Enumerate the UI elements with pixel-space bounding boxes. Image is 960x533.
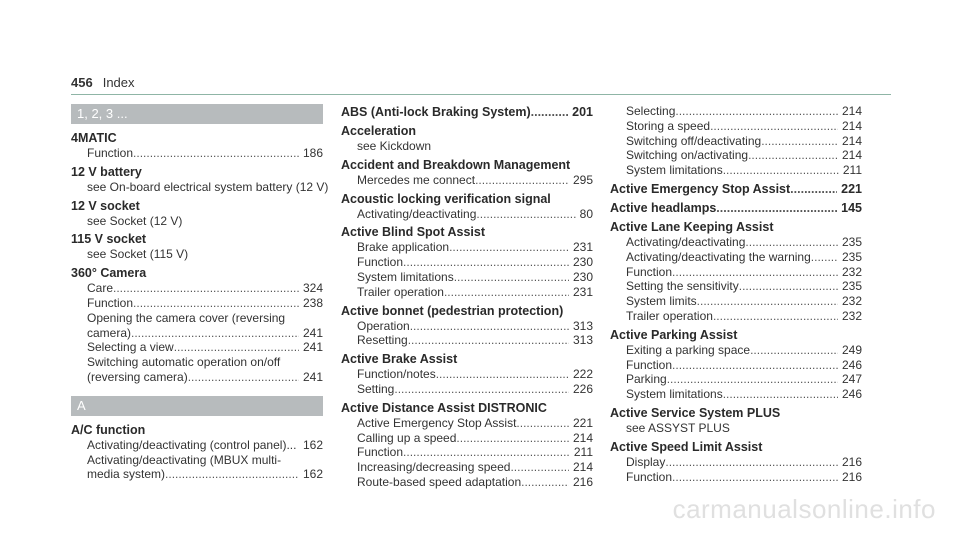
leader-dots xyxy=(133,146,299,161)
page-ref[interactable]: 232 xyxy=(841,264,862,279)
entry-title-text: Accident and Breakdown Management xyxy=(341,157,571,172)
page-ref[interactable]: 145 xyxy=(841,200,862,215)
entry-subitems xyxy=(610,455,862,485)
entry-subitems xyxy=(71,438,323,482)
leader-dots xyxy=(165,467,299,482)
page-ref[interactable]: 249 xyxy=(841,342,862,357)
index-line xyxy=(87,296,323,311)
entry-title-text: 115 V socket xyxy=(71,232,147,247)
entry-title[interactable] xyxy=(341,104,593,120)
page-header xyxy=(71,75,135,90)
leader-dots xyxy=(403,255,569,270)
entry-title xyxy=(71,422,323,438)
page-ref[interactable]: 214 xyxy=(841,133,862,148)
entry-title xyxy=(71,265,323,281)
entry-subitems xyxy=(71,247,323,262)
entry-title xyxy=(341,303,593,319)
index-text: Function xyxy=(626,469,673,484)
index-line xyxy=(357,333,593,348)
entry-title[interactable] xyxy=(610,200,862,216)
index-entry xyxy=(610,181,862,197)
page-ref[interactable]: 241 xyxy=(302,340,323,355)
watermark: carmanualsonline.info xyxy=(672,494,936,524)
entry-title xyxy=(341,123,593,139)
index-line xyxy=(87,311,323,326)
page-ref[interactable]: 222 xyxy=(572,367,593,382)
index-text: see Socket (115 V) xyxy=(87,247,189,262)
entry-title xyxy=(610,405,862,421)
index-entry xyxy=(341,191,593,222)
entry-subitems xyxy=(71,179,329,195)
index-text: see Kickdown xyxy=(357,139,432,153)
index-text: Storing a speed xyxy=(626,118,711,133)
index-line xyxy=(87,340,323,355)
index-line xyxy=(357,431,593,446)
index-line xyxy=(87,467,323,482)
index-text: Route-based speed adaptation xyxy=(357,474,522,489)
entry-title xyxy=(71,231,323,247)
index-line xyxy=(357,255,593,270)
entry-title-text: 12 V socket xyxy=(71,198,140,213)
leader-dots xyxy=(403,445,570,460)
header-rule xyxy=(71,94,891,95)
entry-title-text: Active Blind Spot Assist xyxy=(341,225,486,240)
page-ref[interactable]: 231 xyxy=(572,284,593,299)
index-text: Resetting xyxy=(357,333,408,348)
index-line xyxy=(87,247,323,262)
page-ref[interactable]: 221 xyxy=(841,181,862,196)
entry-title xyxy=(341,351,593,367)
index-line xyxy=(626,104,862,119)
index-text: camera) xyxy=(87,325,132,340)
leader-dots xyxy=(739,279,838,294)
page-ref[interactable]: 235 xyxy=(841,279,862,294)
index-text: System limitations xyxy=(626,163,723,178)
index-line xyxy=(357,445,593,460)
entry-title-text: Active headlamps xyxy=(610,200,717,215)
index-line xyxy=(626,235,862,250)
index-entry xyxy=(71,198,323,229)
index-line xyxy=(357,416,593,431)
index-line xyxy=(626,387,862,402)
index-line xyxy=(357,367,593,382)
leader-dots xyxy=(510,460,569,475)
entry-subitems xyxy=(341,319,593,349)
index-text: Function xyxy=(87,295,134,310)
index-text: Increasing/decreasing speed xyxy=(357,460,511,475)
leader-dots xyxy=(516,416,569,431)
page-ref[interactable]: 313 xyxy=(572,333,593,348)
index-entry xyxy=(341,400,593,490)
page-ref[interactable]: 214 xyxy=(572,460,593,475)
index-entry xyxy=(610,219,862,324)
leader-dots xyxy=(710,119,838,134)
index-line xyxy=(626,455,862,470)
index-line xyxy=(626,250,862,265)
index-line xyxy=(357,319,593,334)
page-ref[interactable]: 221 xyxy=(572,415,593,430)
entry-title-text: Active Lane Keeping Assist xyxy=(610,219,774,234)
index-entry xyxy=(71,422,323,482)
entry-title-text: Acoustic locking verification signal xyxy=(341,191,551,206)
index-text: (reversing camera) xyxy=(87,369,188,384)
index-line xyxy=(626,309,862,324)
entry-title xyxy=(71,198,323,214)
leader-dots xyxy=(113,281,299,296)
index-text: Care xyxy=(87,281,114,296)
page-ref[interactable]: 232 xyxy=(841,294,862,309)
entry-subitems xyxy=(341,173,593,188)
index-line xyxy=(357,285,593,300)
index-text: Brake application xyxy=(357,240,450,255)
entry-title-text: Active Speed Limit Assist xyxy=(610,439,763,454)
index-entry xyxy=(71,164,329,195)
section-header: 1, 2, 3 ... xyxy=(71,104,323,124)
index-line xyxy=(626,163,862,178)
leader-dots xyxy=(750,343,838,358)
index-text: Activating/deactivating xyxy=(626,234,746,249)
leader-dots xyxy=(436,367,569,382)
leader-dots xyxy=(790,181,837,197)
index-text: Function xyxy=(357,445,404,460)
index-line xyxy=(357,139,593,154)
index-text: Display xyxy=(626,454,666,469)
index-entry xyxy=(71,231,323,262)
index-entry xyxy=(341,104,593,120)
index-text: Trailer operation xyxy=(626,308,713,323)
index-text: System limits xyxy=(626,294,697,309)
page-ref[interactable]: 186 xyxy=(302,146,323,160)
index-text: see On-board electrical system battery (12 V) xyxy=(87,179,329,194)
leader-dots xyxy=(713,309,838,324)
section-header: A xyxy=(71,396,323,416)
page-ref[interactable]: 295 xyxy=(572,172,593,187)
entry-subitems xyxy=(341,416,593,490)
page-ref[interactable]: 201 xyxy=(572,105,593,119)
index-text: Setting the sensitivity xyxy=(626,279,739,294)
entry-subitems xyxy=(71,281,323,385)
index-line xyxy=(357,207,593,222)
page-ref[interactable]: 231 xyxy=(572,240,593,255)
entry-subitems xyxy=(341,367,593,397)
page-ref[interactable]: 214 xyxy=(841,118,862,133)
leader-dots xyxy=(475,173,569,188)
index-entry xyxy=(610,200,862,216)
index-text: Mercedes me connect xyxy=(357,172,476,187)
entry-title xyxy=(341,400,593,416)
leader-dots xyxy=(723,163,839,178)
entry-subitems xyxy=(610,343,862,402)
index-entry xyxy=(341,303,593,349)
page-ref[interactable]: 324 xyxy=(302,281,323,296)
index-line xyxy=(357,382,593,397)
page-title: Index xyxy=(102,75,135,90)
index-entry xyxy=(71,265,323,385)
leader-dots xyxy=(745,235,838,250)
leader-dots xyxy=(811,250,838,265)
entry-title[interactable] xyxy=(610,181,862,197)
leader-dots xyxy=(131,326,299,341)
index-text: Setting xyxy=(357,381,395,396)
entry-title-text: Active Emergency Stop Assist xyxy=(610,181,791,196)
page-ref[interactable]: 211 xyxy=(842,163,862,178)
index-line xyxy=(87,214,323,229)
page-ref[interactable]: 235 xyxy=(841,234,862,249)
entry-title xyxy=(610,439,862,455)
index-line xyxy=(357,475,593,490)
index-text: Selecting xyxy=(626,104,676,118)
page-ref[interactable]: 241 xyxy=(302,325,323,340)
index-line xyxy=(626,134,862,149)
index-entry xyxy=(71,130,323,161)
index-text: Parking xyxy=(626,372,667,387)
leader-dots xyxy=(454,270,569,285)
index-text: Function xyxy=(626,357,673,372)
index-line xyxy=(626,358,862,373)
index-line xyxy=(626,148,862,163)
leader-dots xyxy=(410,319,569,334)
index-text: see Socket (12 V) xyxy=(87,213,183,228)
index-line xyxy=(626,119,862,134)
entry-subitems xyxy=(610,104,862,178)
index-line xyxy=(357,270,593,285)
page-ref[interactable]: 230 xyxy=(572,255,593,270)
leader-dots xyxy=(665,455,838,470)
page-ref[interactable]: 230 xyxy=(572,269,593,284)
index-text: Active Emergency Stop Assist xyxy=(357,415,517,430)
index-line xyxy=(626,343,862,358)
index-line xyxy=(626,279,862,294)
index-text: Function/notes xyxy=(357,367,436,382)
entry-subitems xyxy=(341,240,593,299)
leader-dots xyxy=(174,340,299,355)
index-line xyxy=(87,370,323,385)
page-ref[interactable]: 216 xyxy=(572,474,593,489)
index-line xyxy=(626,470,862,485)
leader-dots xyxy=(188,370,299,385)
entry-subitems xyxy=(341,207,593,222)
index-entry xyxy=(610,405,862,436)
index-line xyxy=(626,265,862,280)
index-text: Activating/deactivating xyxy=(357,206,477,221)
index-line xyxy=(626,294,862,309)
leader-dots xyxy=(672,358,838,373)
leader-dots xyxy=(672,470,838,485)
leader-dots xyxy=(394,382,569,397)
entry-title xyxy=(71,130,323,146)
entry-title xyxy=(341,191,593,207)
index-entry xyxy=(610,104,862,178)
leader-dots xyxy=(476,207,575,222)
page-ref[interactable]: 226 xyxy=(572,381,593,396)
index-text: Activating/deactivating (MBUX multi- xyxy=(87,452,282,467)
index-line xyxy=(87,146,323,161)
index-entry xyxy=(341,351,593,397)
index-text: Function xyxy=(87,146,134,160)
entry-title-text: Active Brake Assist xyxy=(341,352,458,367)
index-column-3 xyxy=(610,104,862,487)
entry-title-text: Active Parking Assist xyxy=(610,327,738,342)
entry-title xyxy=(71,164,323,180)
entry-subitems xyxy=(71,146,323,161)
entry-title xyxy=(341,157,593,173)
page-ref[interactable]: 246 xyxy=(841,387,862,402)
page-ref[interactable]: 216 xyxy=(841,469,862,484)
index-text: Calling up a speed xyxy=(357,430,457,445)
page-ref[interactable]: 313 xyxy=(572,318,593,333)
leader-dots xyxy=(133,296,299,311)
entry-title-text: Active bonnet (pedestrian protection) xyxy=(341,303,564,318)
leader-dots xyxy=(449,240,569,255)
page-number: 456 xyxy=(71,75,93,90)
leader-dots xyxy=(667,372,838,387)
index-line xyxy=(87,326,323,341)
entry-title-text: 4MATIC xyxy=(71,131,117,145)
index-line xyxy=(87,355,323,370)
index-entry xyxy=(610,327,862,402)
entry-title xyxy=(341,224,593,240)
index-text: Switching off/deactivating xyxy=(626,133,762,148)
leader-dots xyxy=(456,431,569,446)
index-line xyxy=(87,438,323,453)
entry-title xyxy=(610,219,862,235)
leader-dots xyxy=(723,387,838,402)
entry-title-text: 360° Camera xyxy=(71,266,147,281)
leader-dots xyxy=(748,148,838,163)
page-ref[interactable]: 162 xyxy=(302,467,323,482)
leader-dots xyxy=(408,333,569,348)
index-text: see ASSYST PLUS xyxy=(626,420,730,435)
page-ref[interactable]: 235 xyxy=(841,249,862,264)
page-ref[interactable]: 216 xyxy=(841,454,862,469)
index-line xyxy=(87,281,323,296)
entry-subitems xyxy=(341,139,593,154)
section-gap xyxy=(71,388,323,396)
index-text: Trailer operation xyxy=(357,284,444,299)
page-ref[interactable]: 232 xyxy=(841,308,862,323)
leader-dots xyxy=(761,134,838,149)
index-text: Switching on/activating xyxy=(626,148,749,163)
page-ref[interactable]: 238 xyxy=(302,295,323,310)
index-column-2 xyxy=(341,104,593,493)
index-line xyxy=(626,372,862,387)
page-ref[interactable]: 241 xyxy=(302,369,323,384)
index-text: Activating/deactivating (control panel)... xyxy=(87,437,297,452)
index-line xyxy=(87,453,323,468)
index-text: Switching automatic operation on/off xyxy=(87,355,281,370)
index-text: Activating/deactivating the warning xyxy=(626,249,811,264)
leader-dots xyxy=(531,104,569,120)
index-entry xyxy=(341,157,593,188)
index-text: Selecting a view xyxy=(87,340,174,355)
page-ref[interactable]: 211 xyxy=(573,445,593,460)
page-ref[interactable]: 162 xyxy=(302,437,323,452)
entry-title-text: 12 V battery xyxy=(71,164,142,179)
entry-subitems xyxy=(610,421,862,436)
index-text: Exiting a parking space xyxy=(626,342,751,357)
index-text: Function xyxy=(357,255,404,270)
page-ref[interactable]: 214 xyxy=(841,148,862,163)
leader-dots xyxy=(697,294,838,309)
leader-dots xyxy=(675,104,838,119)
entry-title xyxy=(610,327,862,343)
index-text: Opening the camera cover (reversing xyxy=(87,310,286,325)
index-text: System limitations xyxy=(357,269,454,284)
entry-title-text: Active Service System PLUS xyxy=(610,405,781,420)
entry-subitems xyxy=(610,235,862,324)
index-text: System limitations xyxy=(626,387,723,402)
page-ref[interactable]: 247 xyxy=(841,372,862,387)
leader-dots xyxy=(672,265,838,280)
index-entry xyxy=(610,439,862,485)
entry-title-text: ABS (Anti-lock Braking System) xyxy=(341,105,531,119)
page-ref[interactable]: 80 xyxy=(579,206,593,221)
entry-title-text: A/C function xyxy=(71,422,146,437)
entry-title-text: Active Distance Assist DISTRONIC xyxy=(341,400,547,415)
entry-title-text: Acceleration xyxy=(341,124,417,138)
page-ref[interactable]: 214 xyxy=(572,430,593,445)
index-line xyxy=(626,421,862,436)
index-text: Function xyxy=(626,264,673,279)
leader-dots xyxy=(444,285,569,300)
leader-dots xyxy=(716,200,837,216)
index-line xyxy=(357,173,593,188)
index-text: media system) xyxy=(87,467,166,482)
index-column-1 xyxy=(71,104,329,485)
page-ref[interactable]: 246 xyxy=(841,357,862,372)
index-line xyxy=(87,179,329,195)
index-entry xyxy=(341,224,593,299)
page-ref[interactable]: 214 xyxy=(841,104,862,118)
entry-subitems xyxy=(71,214,323,229)
index-line xyxy=(357,240,593,255)
index-line xyxy=(357,460,593,475)
leader-dots xyxy=(521,475,569,490)
index-text: Operation xyxy=(357,318,410,333)
index-entry xyxy=(341,123,593,154)
